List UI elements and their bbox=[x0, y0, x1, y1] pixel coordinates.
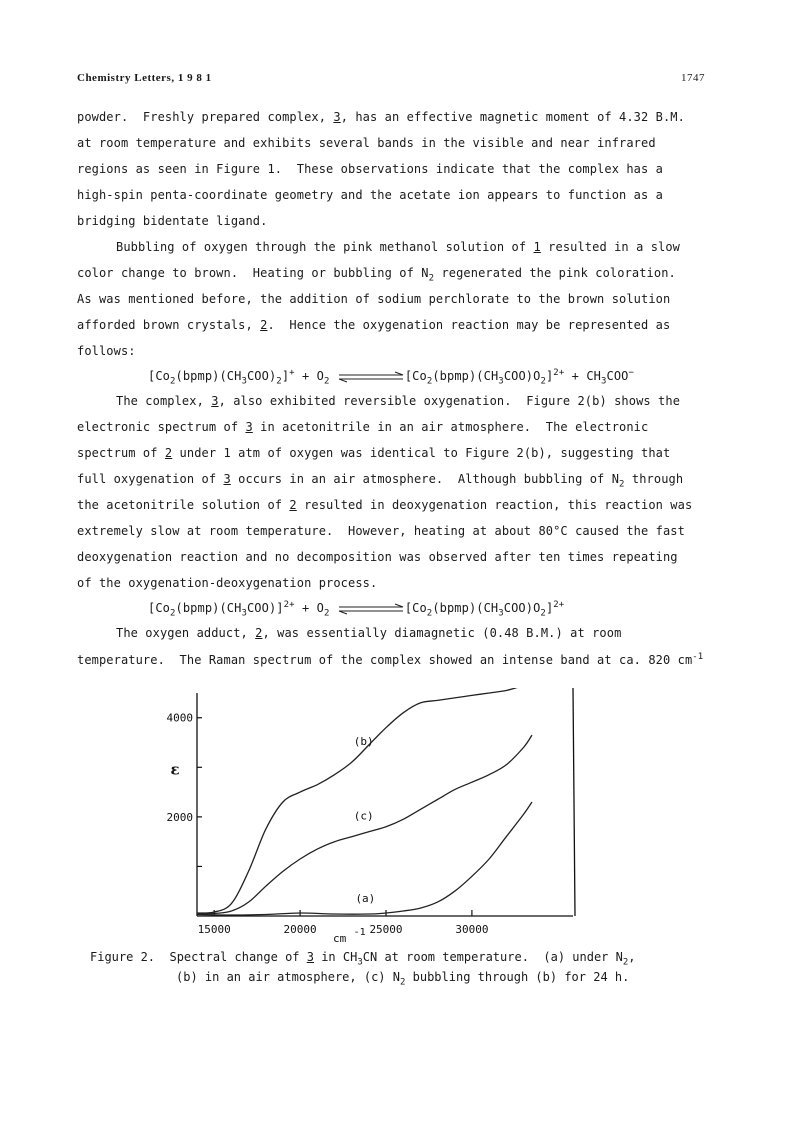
compound-ref: 2 bbox=[260, 318, 268, 332]
x-tick-label: 30000 bbox=[455, 923, 489, 936]
body-line: of the oxygenation-deoxygenation process. bbox=[77, 576, 378, 590]
equilibrium-arrow-icon bbox=[337, 603, 405, 615]
x-tick-label: 15000 bbox=[197, 923, 231, 936]
y-axis-label: ε bbox=[170, 760, 180, 779]
equation-2: $[Co_2(bpmp)(CH_3COO)]^{2+} + O_2$ $[Co_2(bpmp)(CH_3COO)O_2]^{2+}$ bbox=[148, 600, 565, 619]
body-line: follows: bbox=[77, 344, 136, 358]
body-line: extremely slow at room temperature. However, heating at about 80°C caused the fast bbox=[77, 524, 685, 538]
compound-ref: 3 bbox=[245, 420, 253, 434]
body-line: the acetonitrile solution of 2 resulted in deoxygenation reaction, this reaction was bbox=[77, 498, 693, 512]
equilibrium-arrow-icon bbox=[337, 371, 405, 383]
right-frame bbox=[573, 688, 575, 916]
body-line: color change to brown. Heating or bubbling of $N_2$ regenerated the pink coloration. bbox=[77, 266, 676, 284]
body-line: The oxygen adduct, 2, was essentially diamagnetic (0.48 B.M.) at room bbox=[116, 626, 622, 640]
equation-1: $[Co_2(bpmp)(CH_3COO)_2]^+ + O_2$ $[Co_2(bpmp)(CH_3COO)O_2]^{2+} + CH_3COO^-$ bbox=[148, 368, 635, 387]
figure-caption-line-2: (b) in an air atmosphere, (c) $N_2$ bubbling through (b) for 24 h. bbox=[176, 970, 630, 988]
body-line: Bubbling of oxygen through the pink methanol solution of 1 resulted in a slow bbox=[116, 240, 681, 254]
page-number: 1747 bbox=[681, 72, 705, 84]
body-line: regions as seen in Figure 1. These observations indicate that the complex has a bbox=[77, 162, 663, 176]
body-line: powder. Freshly prepared complex, 3, has an effective magnetic moment of 4.32 B.M. bbox=[77, 110, 685, 124]
compound-ref: 3 bbox=[211, 394, 219, 408]
compound-ref: 2 bbox=[255, 626, 263, 640]
y-tick-label: 4000 bbox=[166, 711, 193, 725]
series-label-c: (c) bbox=[353, 809, 374, 823]
body-line: spectrum of 2 under 1 atm of oxygen was identical to Figure 2(b), suggesting that bbox=[77, 446, 671, 460]
series-line-b bbox=[197, 688, 532, 913]
series-label-a: (a) bbox=[355, 892, 376, 906]
spectrum-chart bbox=[150, 688, 590, 948]
body-line: afforded brown crystals, 2. Hence the oxygenation reaction may be represented as bbox=[77, 318, 671, 332]
body-line: electronic spectrum of 3 in acetonitrile in an air atmosphere. The electronic bbox=[77, 420, 649, 434]
compound-ref: 1 bbox=[533, 240, 541, 254]
y-tick-label: 2000 bbox=[166, 810, 193, 824]
body-line: high-spin penta-coordinate geometry and the acetate ion appears to function as a bbox=[77, 188, 663, 202]
x-tick-label: 25000 bbox=[369, 923, 403, 936]
body-line: at room temperature and exhibits several bands in the visible and near infrared bbox=[77, 136, 656, 150]
body-line: The complex, 3, also exhibited reversible oxygenation. Figure 2(b) shows the bbox=[116, 394, 681, 408]
x-axis-label: cm bbox=[332, 932, 347, 945]
journal-header: Chemistry Letters, 1 9 8 1 bbox=[77, 72, 212, 84]
x-tick-label: 20000 bbox=[283, 923, 317, 936]
compound-ref: 2 bbox=[164, 446, 173, 460]
body-line: full oxygenation of 3 occurs in an air atmosphere. Although bubbling of $N_2$ through bbox=[77, 472, 684, 490]
body-line: As was mentioned before, the addition of sodium perchlorate to the brown solution bbox=[77, 292, 671, 306]
compound-ref: 3 bbox=[223, 472, 231, 486]
compound-ref: 3 bbox=[306, 950, 314, 964]
body-line: bridging bidentate ligand. bbox=[77, 214, 268, 228]
body-line: deoxygenation reaction and no decomposition was observed after ten times repeating bbox=[77, 550, 678, 564]
x-axis-label-sup: -1 bbox=[353, 927, 366, 938]
figure-caption-line-1: Figure 2. Spectral change of 3 in $CH_3CN$ at room temperature. (a) under $N_2$, bbox=[90, 950, 636, 968]
compound-ref: 3 bbox=[333, 110, 341, 124]
series-label-b: (b) bbox=[353, 735, 374, 748]
series-line-c bbox=[197, 735, 532, 914]
compound-ref: 2 bbox=[289, 498, 297, 512]
body-line: temperature. The Raman spectrum of the complex showed an intense band at ca. 820 $cm^{-1}$ bbox=[77, 652, 704, 667]
